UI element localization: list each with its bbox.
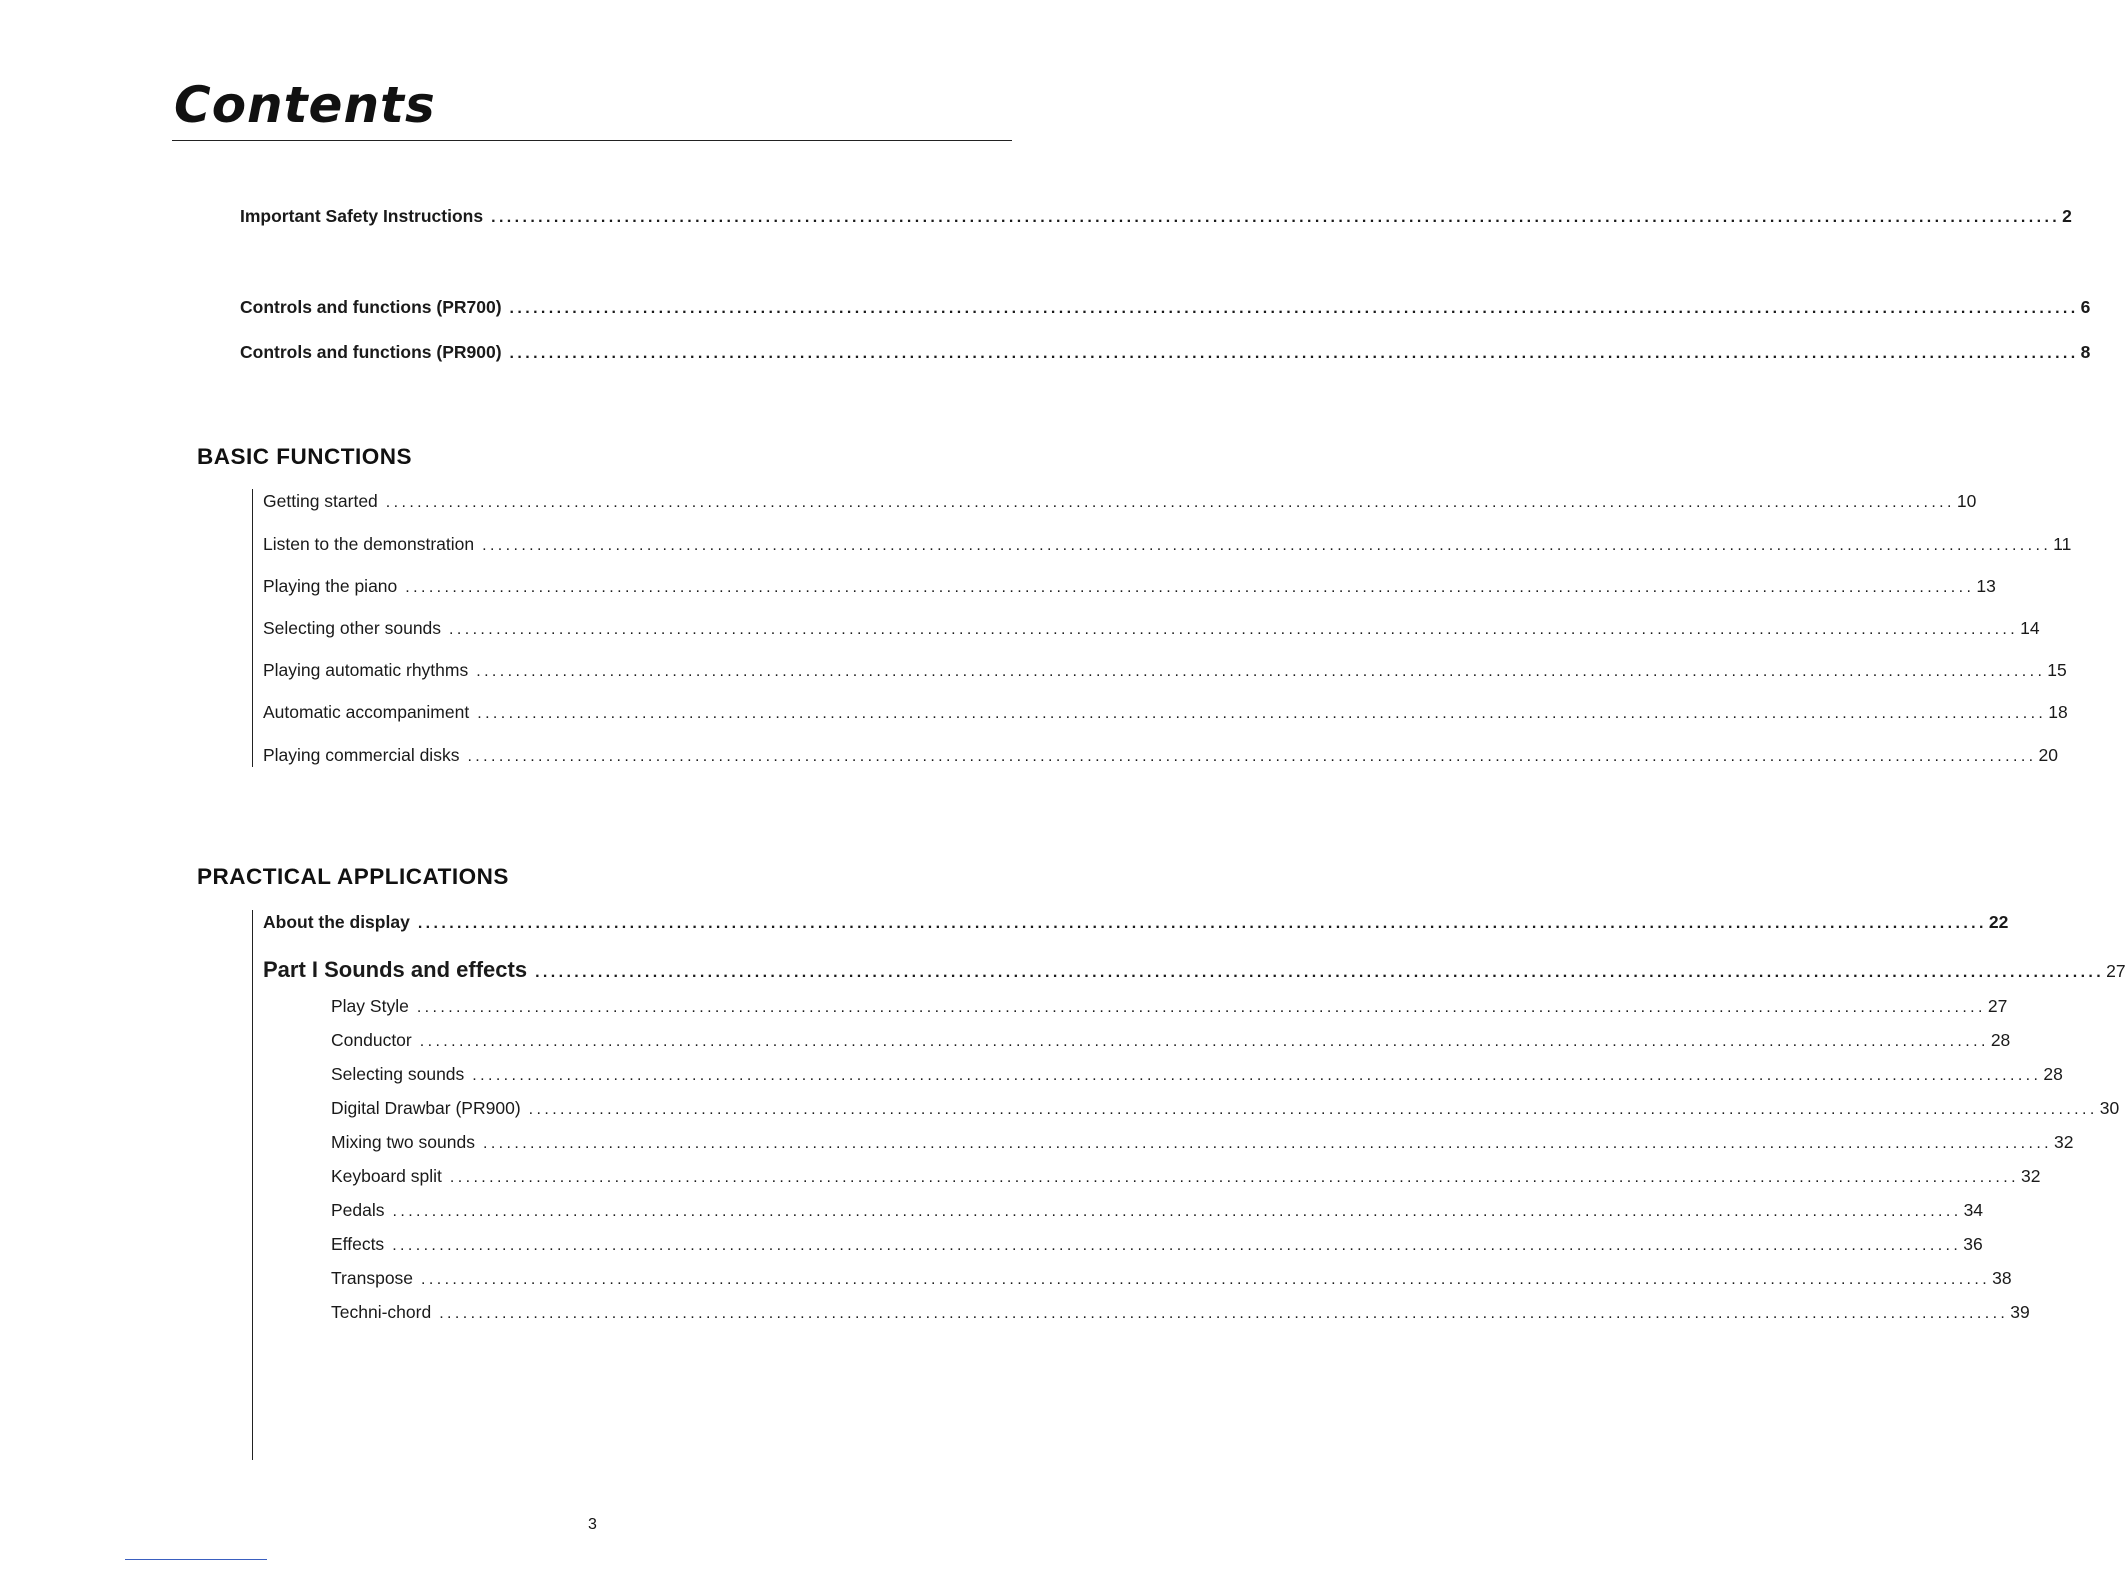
toc-entry-label: Effects: [331, 1234, 385, 1254]
toc-entry-label: Selecting other sounds: [263, 618, 442, 638]
dot-leader: ........................................................................................................................................................................................................: [419, 1033, 1989, 1050]
toc-entry-page: 27: [2106, 961, 2126, 981]
toc-entry-getting-started[interactable]: [263, 491, 1977, 512]
toc-entry-part-1-sounds-effects[interactable]: [263, 957, 2126, 983]
toc-entry-controls-pr900[interactable]: [240, 342, 2091, 363]
toc-entry-page: 8: [2080, 342, 2091, 362]
toc-entry-label: Playing the piano: [263, 576, 398, 596]
toc-entry-page: 22: [1988, 912, 2009, 932]
toc-entry-pedals[interactable]: [331, 1200, 1984, 1221]
toc-entry-label: Listen to the demonstration: [263, 534, 475, 554]
toc-entry-keyboard-split[interactable]: [331, 1166, 2041, 1187]
toc-entry-page: 38: [1992, 1268, 2012, 1288]
footer-rule: [125, 1559, 267, 1560]
dot-leader: ........................................................................................................................................................................................................: [421, 1271, 1991, 1288]
toc-entry-label: Mixing two sounds: [331, 1132, 475, 1152]
dot-leader: ........................................................................................................................................................................................................: [417, 915, 1987, 932]
toc-entry-conductor[interactable]: [331, 1030, 2011, 1051]
dot-leader: ........................................................................................................................................................................................................: [477, 705, 2047, 722]
toc-entry-page: 18: [2048, 702, 2068, 722]
toc-entry-label: Pedals: [331, 1200, 385, 1220]
toc-entry-page: 32: [2020, 1166, 2041, 1186]
dot-leader: ........................................................................................................................................................................................................: [491, 209, 2061, 226]
toc-entry-automatic-accompaniment[interactable]: [263, 702, 2068, 723]
section-heading-practical-applications: PRACTICAL APPLICATIONS: [197, 864, 509, 889]
dot-leader: ........................................................................................................................................................................................................: [482, 537, 2052, 554]
dot-leader: ........................................................................................................................................................................................................: [385, 494, 1955, 511]
toc-entry-page: 20: [2038, 745, 2058, 765]
toc-entry-page: 27: [1987, 996, 2008, 1016]
dot-leader: ........................................................................................................................................................................................................: [449, 621, 2019, 638]
toc-entry-label: Controls and functions (PR900): [240, 342, 502, 362]
toc-entry-label: Play Style: [331, 996, 409, 1016]
toc-entry-label: Important Safety Instructions: [240, 206, 484, 226]
toc-entry-page: 14: [2020, 618, 2040, 638]
toc-entry-transpose[interactable]: [331, 1268, 2012, 1289]
toc-entry-page: 28: [2043, 1064, 2063, 1084]
toc-entry-label: Part I Sounds and effects: [263, 957, 528, 982]
dot-leader: ........................................................................................................................................................................................................: [509, 345, 2079, 362]
toc-entry-page: 28: [1990, 1030, 2011, 1050]
toc-entry-label: About the display: [263, 912, 410, 932]
dot-leader: ........................................................................................................................................................................................................: [439, 1305, 2009, 1322]
toc-entry-mixing-two-sounds[interactable]: [331, 1132, 2074, 1153]
toc-entry-play-style[interactable]: [331, 996, 2008, 1017]
toc-entry-label: Digital Drawbar (PR900): [331, 1098, 521, 1118]
toc-entry-playing-piano[interactable]: [263, 576, 1996, 597]
page-title: Contents: [174, 76, 436, 134]
dot-leader: ........................................................................................................................................................................................................: [482, 1135, 2053, 1152]
dot-leader: ........................................................................................................................................................................................................: [476, 663, 2046, 680]
dot-leader: ........................................................................................................................................................................................................: [416, 999, 1986, 1016]
toc-entry-page: 32: [2054, 1132, 2074, 1152]
dot-leader: ........................................................................................................................................................................................................: [472, 1067, 2042, 1084]
toc-entry-selecting-sounds[interactable]: [331, 1064, 2063, 1085]
toc-entry-label: Selecting sounds: [331, 1064, 465, 1084]
toc-entry-techni-chord[interactable]: [331, 1302, 2030, 1323]
toc-entry-page: 36: [1963, 1234, 1983, 1254]
toc-entry-page: 2: [2062, 206, 2072, 226]
section-bar-basic-functions: [252, 489, 253, 767]
toc-entry-commercial-disks[interactable]: [263, 745, 2058, 766]
toc-entry-listen-demonstration[interactable]: [263, 534, 2072, 555]
toc-entry-selecting-other-sounds[interactable]: [263, 618, 2040, 639]
toc-entry-page: 30: [2099, 1098, 2120, 1118]
dot-leader: ........................................................................................................................................................................................................: [535, 964, 2105, 981]
toc-entry-page: 15: [2047, 660, 2067, 680]
page-number: 3: [588, 1516, 597, 1533]
section-bar-practical-applications: [252, 910, 253, 1460]
toc-entry-label: Keyboard split: [331, 1166, 442, 1186]
toc-entry-label: Conductor: [331, 1030, 412, 1050]
dot-leader: ........................................................................................................................................................................................................: [392, 1203, 1962, 1220]
dot-leader: ........................................................................................................................................................................................................: [509, 300, 2079, 317]
dot-leader: ........................................................................................................................................................................................................: [405, 579, 1975, 596]
toc-entry-label: Playing commercial disks: [263, 745, 460, 765]
toc-entry-digital-drawbar[interactable]: [331, 1098, 2120, 1119]
title-rule: [172, 140, 1012, 141]
dot-leader: ........................................................................................................................................................................................................: [392, 1237, 1962, 1254]
toc-entry-about-display[interactable]: [263, 912, 2009, 933]
toc-entry-page: 11: [2053, 534, 2072, 554]
toc-entry-page: 39: [2010, 1302, 2030, 1322]
toc-entry-page: 10: [1956, 491, 1977, 511]
section-heading-basic-functions: BASIC FUNCTIONS: [197, 444, 412, 469]
toc-entry-label: Playing automatic rhythms: [263, 660, 469, 680]
toc-entry-page: 13: [1976, 576, 1996, 596]
toc-entry-controls-pr700[interactable]: [240, 297, 2091, 318]
toc-entry-label: Transpose: [331, 1268, 414, 1288]
toc-entry-label: Automatic accompaniment: [263, 702, 470, 722]
dot-leader: ........................................................................................................................................................................................................: [449, 1169, 2019, 1186]
toc-entry-automatic-rhythms[interactable]: [263, 660, 2067, 681]
dot-leader: ........................................................................................................................................................................................................: [467, 748, 2037, 765]
dot-leader: ........................................................................................................................................................................................................: [528, 1101, 2098, 1118]
toc-entry-page: 6: [2080, 297, 2091, 317]
toc-entry-effects[interactable]: [331, 1234, 1983, 1255]
toc-entry-page: 34: [1963, 1200, 1984, 1220]
toc-entry-label: Techni-chord: [331, 1302, 432, 1322]
toc-entry-label: Controls and functions (PR700): [240, 297, 502, 317]
toc-entry-safety-instructions[interactable]: [240, 206, 2072, 227]
toc-entry-label: Getting started: [263, 491, 378, 511]
